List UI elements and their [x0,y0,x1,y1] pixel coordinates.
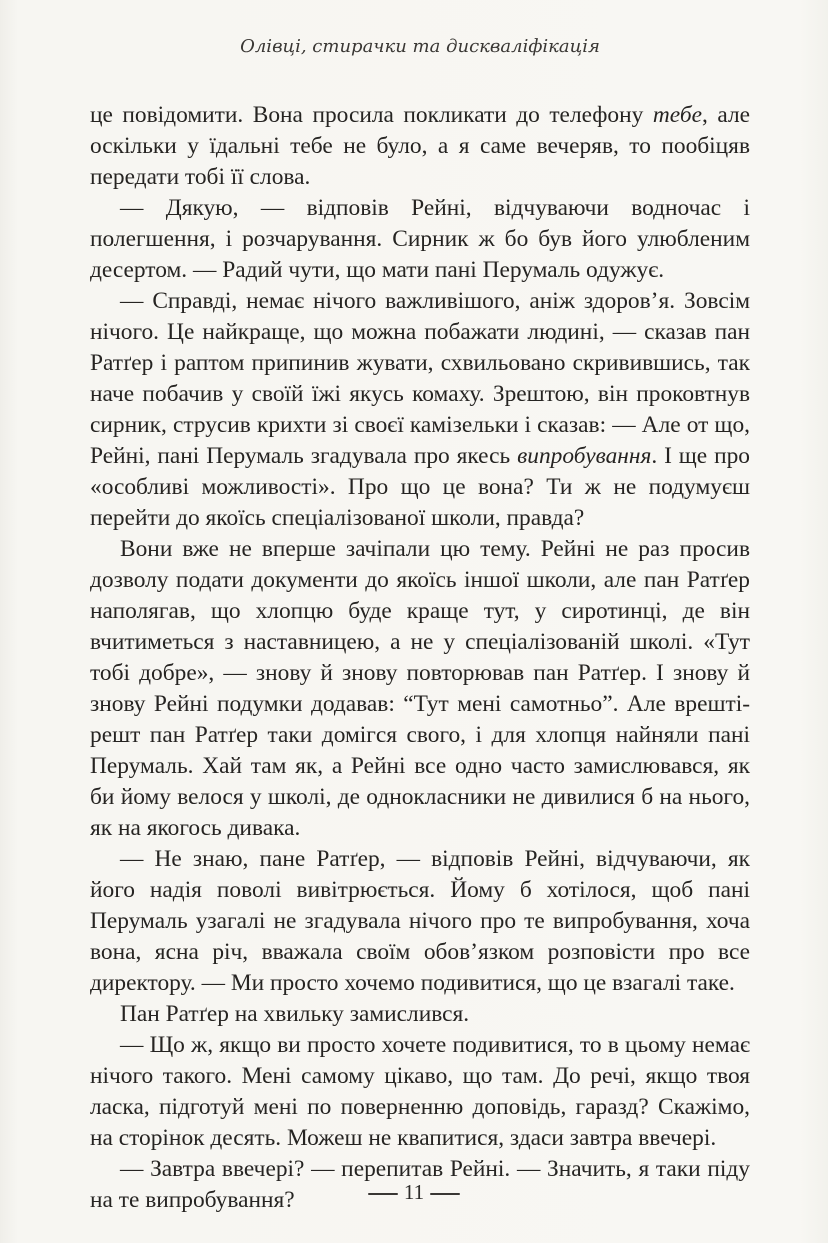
text-segment: — Завтра ввечері? — перепитав Рейні. — Значить, я таки піду на те випробування? [90,1156,750,1213]
text-segment: Пан Ратґер на хвильку замислився. [120,1001,470,1027]
text-segment: — Дякую, — відповів Рейні, відчуваючи водночас і полегшення, і розчарування. Сирник ж бо був його улюбленим десертом. — Радий чути, що мати пані Перумаль одужує. [90,195,750,283]
paragraph [90,100,750,193]
page-number: 11 [403,1180,425,1204]
paragraph [90,534,750,844]
text-segment: , але оскільки у їдальні тебе не було, а я саме вечеряв, то пообіцяв передати тобі її слова. [90,102,751,190]
page-number-footer [0,1180,828,1205]
folio-dash-left [368,1193,398,1195]
text-segment: — Справді, немає нічого важливішого, аніж здоров’я. Зовсім нічого. Це найкраще, що можна побажати людині, — сказав пан Ратґер і раптом припинив жувати, схвильовано скривившись, так наче побачив у своїй їжі якусь комаху. Зрештою, він проковтнув сирник, струсив крихти зі своєї камізельки і сказав: — Але от що, Рейні, пані Перумаль згадувала про якесь [90,288,750,469]
text-segment: — Що ж, якщо ви просто хочете подивитися, то в цьому немає нічого такого. Мені самому цікаво, що там. До речі, якщо твоя ласка, підготуй мені по поверненню доповідь, гаразд? Скажімо, на сторінок десять. Можеш не квапитися, здаси завтра ввечері. [90,1032,750,1151]
paragraph [90,844,750,999]
text-segment: Вони вже не вперше зачіпали цю тему. Рейні не раз просив дозволу подати документи до якоїсь іншої школи, але пан Ратґер наполягав, що хлопцю буде краще тут, у сиротинці, де він вчитиметься з наставницею, а не у спеціалізованій школі. «Тут тобі добре», — знову й знову повторював пан Ратґер. І знову й знову Рейні подумки додавав: “Тут мені самотньо”. Але врешті-решт пан Ратґер таки домігся свого, і для хлопця найняли пані Перумаль. Хай там як, а Рейні все одно часто замислювався, як би йому велося у школі, де однокласники не дивилися б на нього, як на якогось дивака. [90,536,750,841]
text-segment: — Не знаю, пане Ратґер, — відповів Рейні, відчуваючи, як його надія поволі вивітрюється. Йому б хотілося, щоб пані Перумаль узагалі не згадувала нічого про те випробування, хоча вона, ясна річ, вважала своїм обов’язком розповісти про все директору. — Ми просто хочемо подивитися, що це взагалі таке. [90,846,750,996]
paragraph [90,1030,750,1154]
italic-text: випробування [517,443,652,469]
paragraph [90,999,750,1030]
paragraph [90,193,750,286]
text-segment: . І ще про «особливі можливості». Про що це вона? Ти ж не подумуєш перейти до якоїсь спеціалізованої школи, правда? [90,443,751,531]
body-text [90,100,750,1216]
folio-dash-right [430,1193,460,1195]
italic-text: тебе [652,102,702,128]
paragraph [90,286,750,534]
text-segment: це повідомити. Вона просила покликати до телефону [90,102,653,128]
running-head: Олівці, стирачки та дискваліфікація [240,36,600,57]
